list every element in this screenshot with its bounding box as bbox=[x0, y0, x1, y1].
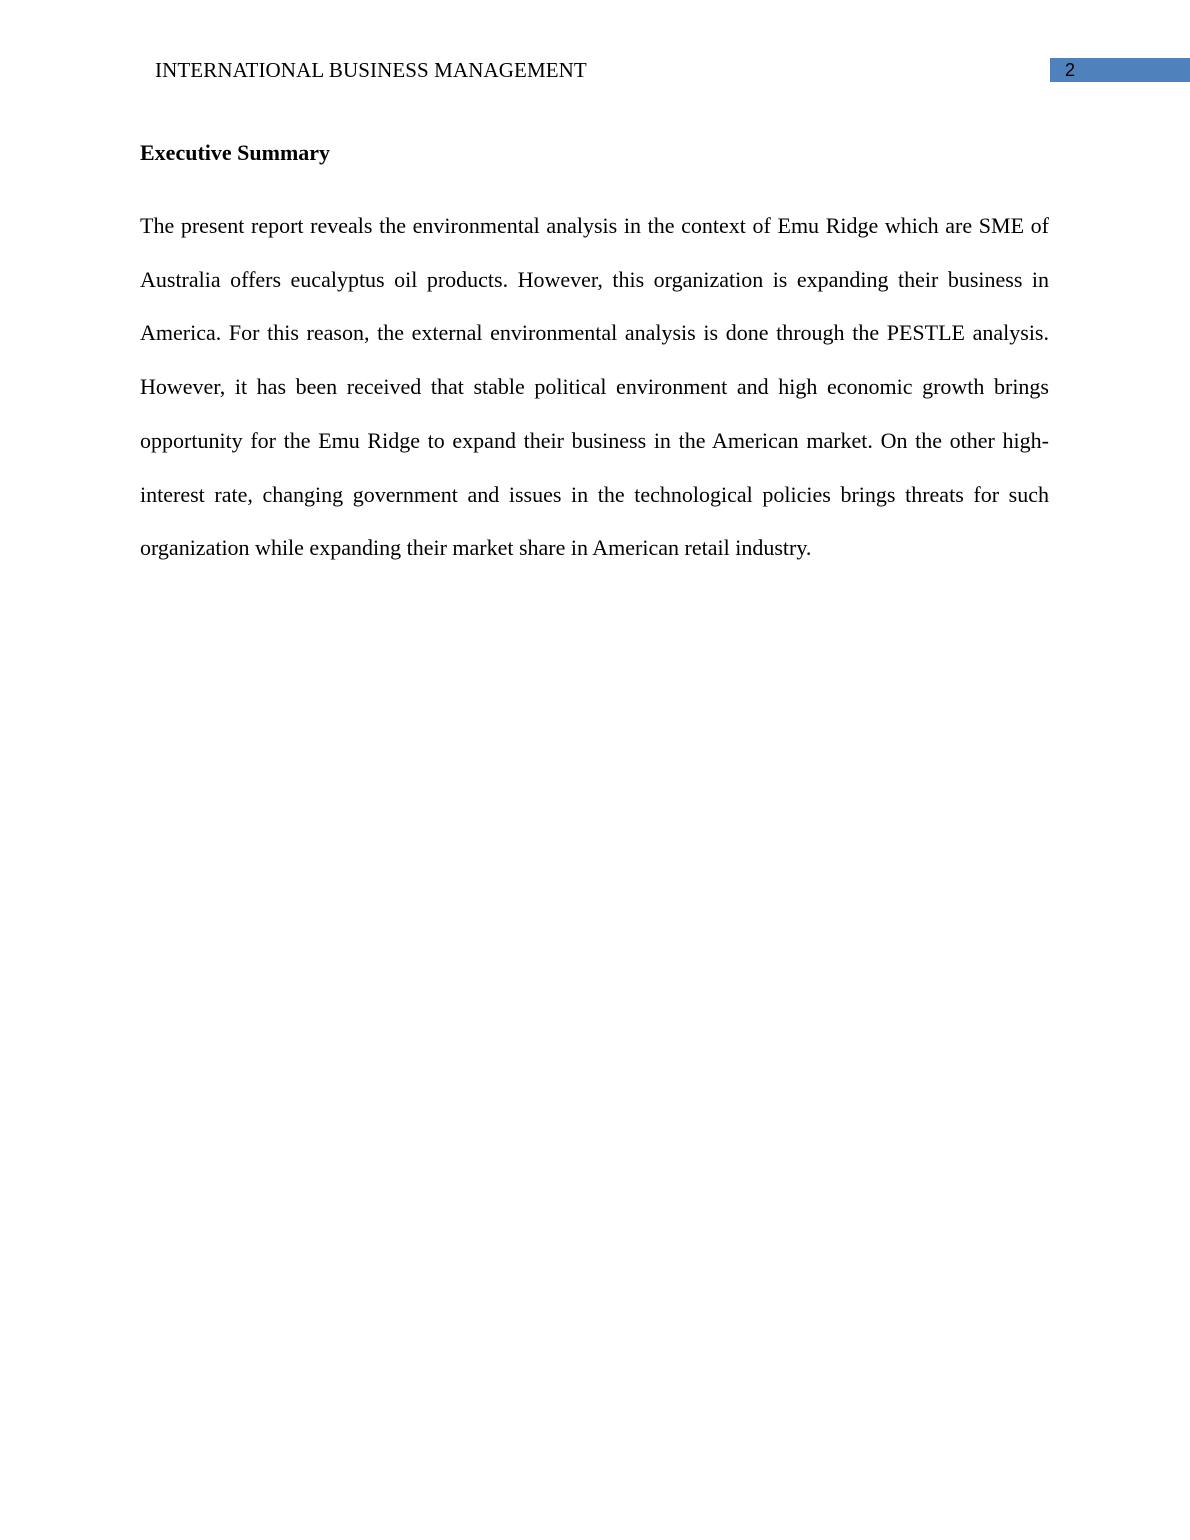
page-number-bar bbox=[1050, 58, 1190, 82]
section-heading: Executive Summary bbox=[140, 140, 331, 165]
executive-summary-paragraph: The present report reveals the environmental analysis in the context of Emu Ridge which are SME of Australia offers eucalyptus oil products. However, this organization is expanding their business in America. For this reason, the external environmental analysis is done through the PESTLE analysis. However, it has been received that stable political environment and high economic growth brings opportunity for the Emu Ridge to expand their business in the American market. On the other high-interest rate, changing government and issues in the technological policies brings threats for such organization while expanding their market share in American retail industry. bbox=[140, 213, 1049, 561]
page-number: 2 bbox=[1065, 60, 1076, 80]
running-head: INTERNATIONAL BUSINESS MANAGEMENT bbox=[155, 58, 587, 82]
